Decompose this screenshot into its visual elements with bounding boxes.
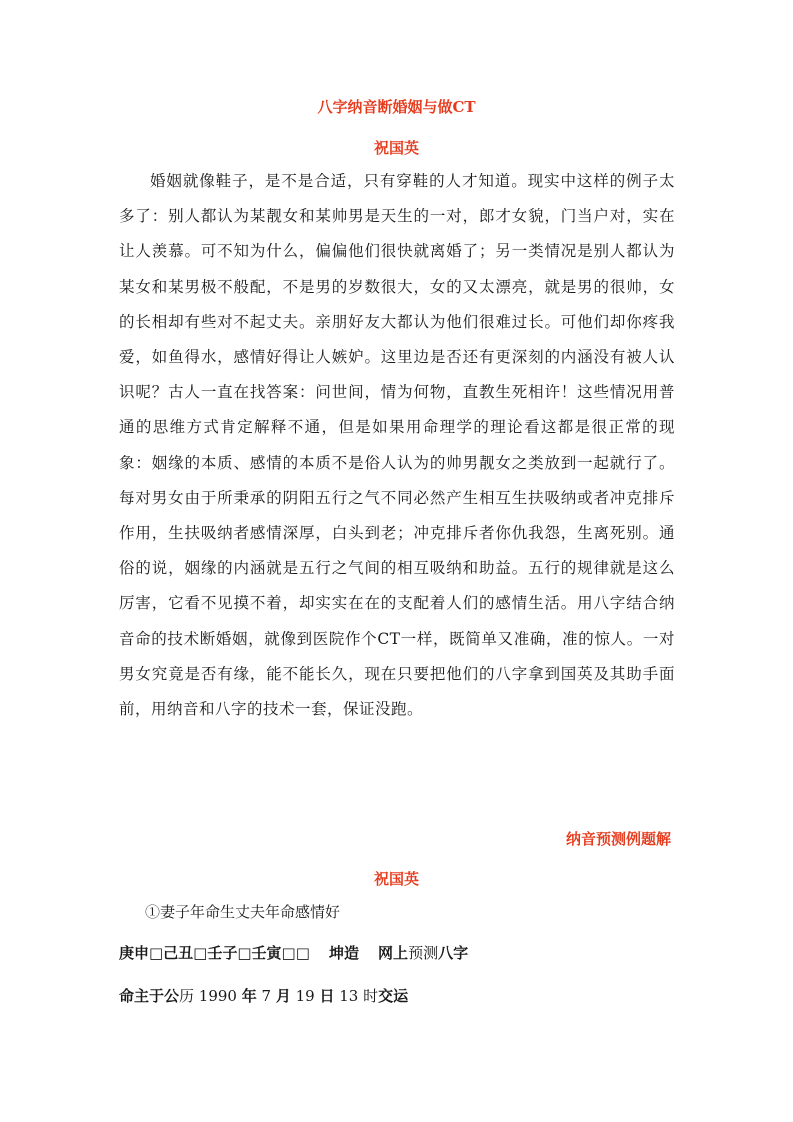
bazi-chart-line: [119, 942, 468, 963]
section-title: 纳音预测例题解: [565, 830, 671, 848]
birth-part-i: 交运: [378, 987, 409, 1005]
birth-part-a: 命主于公: [119, 987, 180, 1005]
birth-line: [119, 985, 408, 1006]
gender-label: 坤造: [328, 944, 359, 962]
birth-part-c: 年: [241, 987, 257, 1005]
source-label-c: 八字: [438, 944, 469, 962]
source-label-b: 预测: [408, 944, 439, 962]
bazi-pillars: 庚申□己丑□壬子□壬寅□□: [119, 944, 310, 962]
birth-part-e: 月: [275, 987, 291, 1005]
article-title: 八字纳音断婚姻与做CT: [317, 98, 476, 116]
article-body: 婚姻就像鞋子，是不是合适，只有穿鞋的人才知道。现实中这样的例子太多了：别人都认为某靓女和某帅男是天生的一对，郎才女貌，门当户对，实在让人羡慕。可不知为什么，偏偏他们很快就离婚了；另一类情况是别人都认为某女和某男极不般配，不是男的岁数很大，女的又太漂亮，就是男的很帅，女的长相却有些对不起丈夫。亲朋好友大都认为他们很难过长。可他们却你疼我爱，如鱼得水，感情好得让人嫉妒。这里边是否还有更深刻的内涵没有被人认识呢？古人一直在找答案：问世间，情为何物，直教生死相许！这些情况用普通的思维方式肯定解释不通，但是如果用命理学的理论看这都是很正常的现象：姻缘的本质、感情的本质不是俗人认为的帅男靓女之类放到一起就行了。每对男女由于所秉承的阴阳五行之气不同必然产生相互生扶吸纳或者冲克排斥作用，生扶吸纳者感情深厚，白头到老；冲克排斥者你仇我怨，生离死别。通俗的说，姻缘的内涵就是五行之气间的相互吸纳和助益。五行的规律就是这么厉害，它看不见摸不着，却实实在在的支配着人们的感情生活。用八字结合纳音命的技术断婚姻，就像到医院作个CT一样，既简单又准确，准的惊人。一对男女究竟是否有缘，能不能长久，现在只要把他们的八字拿到国英及其助手面前，用纳音和八字的技术一套，保证没跑。: [119, 172, 675, 719]
birth-part-h: 13 时: [334, 987, 379, 1005]
birth-part-b: 历 1990: [179, 987, 242, 1005]
case-heading: ①妻子年命生丈夫年命感情好: [145, 903, 341, 921]
birth-part-f: 19: [290, 987, 320, 1005]
section-author: 祝国英: [373, 870, 419, 888]
source-label-a: 网上: [378, 944, 409, 962]
article-author: 祝国英: [373, 139, 419, 157]
birth-part-d: 7: [256, 987, 276, 1005]
birth-part-g: 日: [319, 987, 335, 1005]
